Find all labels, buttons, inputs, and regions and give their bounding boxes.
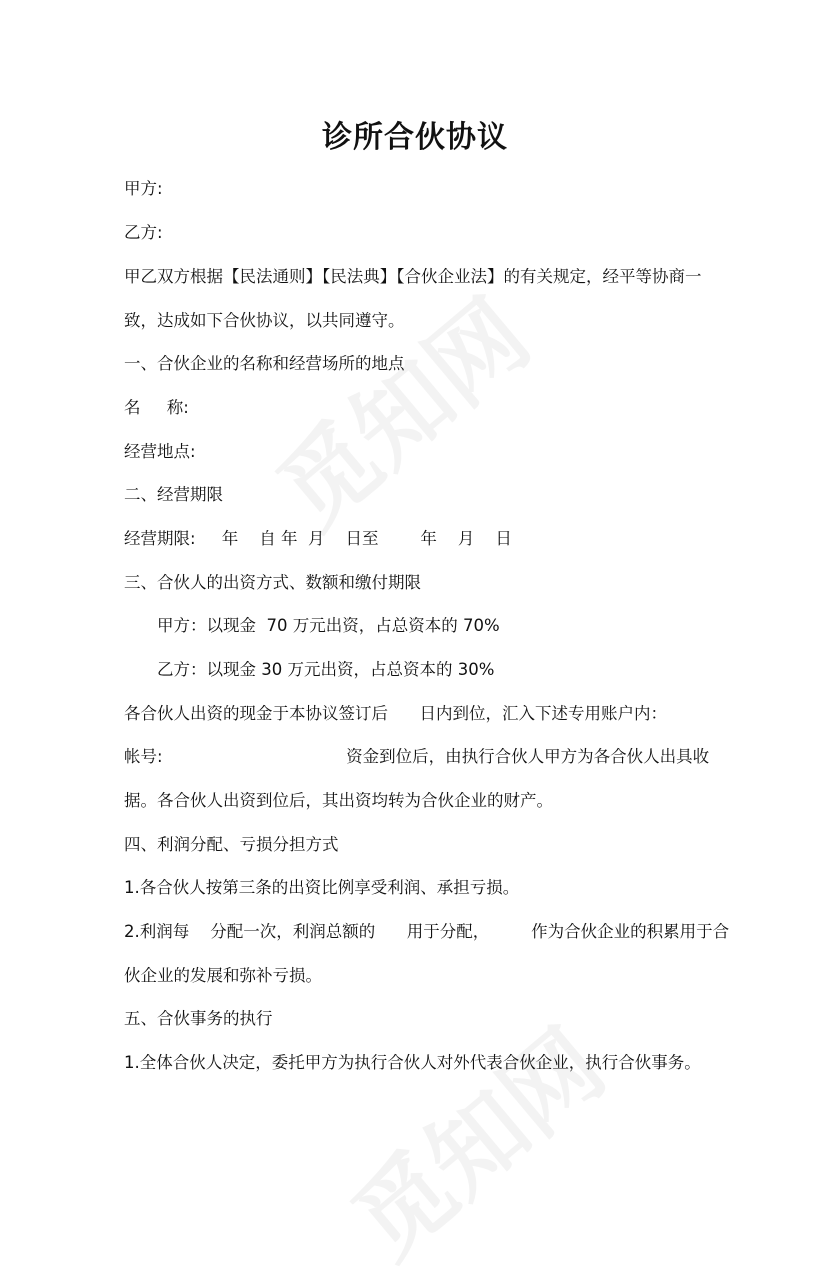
party-b-line: 乙方:	[124, 223, 163, 242]
contribution-line: 甲方：以现金 70 万元出资，占总资本的 70%	[157, 616, 500, 635]
section-heading: 三、合伙人的出资方式、数额和缴付期限	[124, 573, 421, 592]
section-heading: 一、合伙企业的名称和经营场所的地点	[124, 354, 405, 373]
paragraph-line: 甲乙双方根据【民法通则】【民法典】【合伙企业法】的有关规定，经平等协商一	[124, 267, 702, 286]
clause-line: 1.各合伙人按第三条的出资比例享受利润、承担亏损。	[124, 878, 520, 897]
contribution-line: 乙方：以现金 30 万元出资，占总资本的 30%	[157, 660, 495, 679]
section-heading: 五、合伙事务的执行	[124, 1009, 273, 1028]
clause-line: 1.全体合伙人决定，委托甲方为执行合伙人对外代表合伙企业，执行合伙事务。	[124, 1053, 701, 1072]
field-line: 经营地点:	[124, 442, 196, 461]
section-heading: 二、经营期限	[124, 485, 223, 504]
field-line: 经营期限: 年 自 年 月 日至 年 月 日	[124, 529, 512, 548]
party-a-line: 甲方:	[124, 179, 163, 198]
paragraph-line: 帐号: 资金到位后，由执行合伙人甲方为各合伙人出具收	[124, 747, 710, 766]
paragraph-line: 致，达成如下合伙协议，以共同遵守。	[124, 311, 405, 330]
field-line: 名 称:	[124, 398, 189, 417]
clause-line: 2.利润每 分配一次，利润总额的 用于分配， 作为合伙企业的积累用于合	[124, 922, 730, 941]
clause-line: 伙企业的发展和弥补亏损。	[124, 966, 322, 985]
watermark	[320, 993, 629, 1283]
paragraph-line: 据。各合伙人出资到位后，其出资均转为合伙企业的财产。	[124, 791, 553, 810]
watermark	[245, 263, 554, 553]
paragraph-line: 各合伙人出资的现金于本协议签订后 日内到位，汇入下述专用账户内：	[124, 704, 667, 723]
document-title: 诊所合伙协议	[322, 120, 508, 155]
section-heading: 四、利润分配、亏损分担方式	[124, 835, 339, 854]
